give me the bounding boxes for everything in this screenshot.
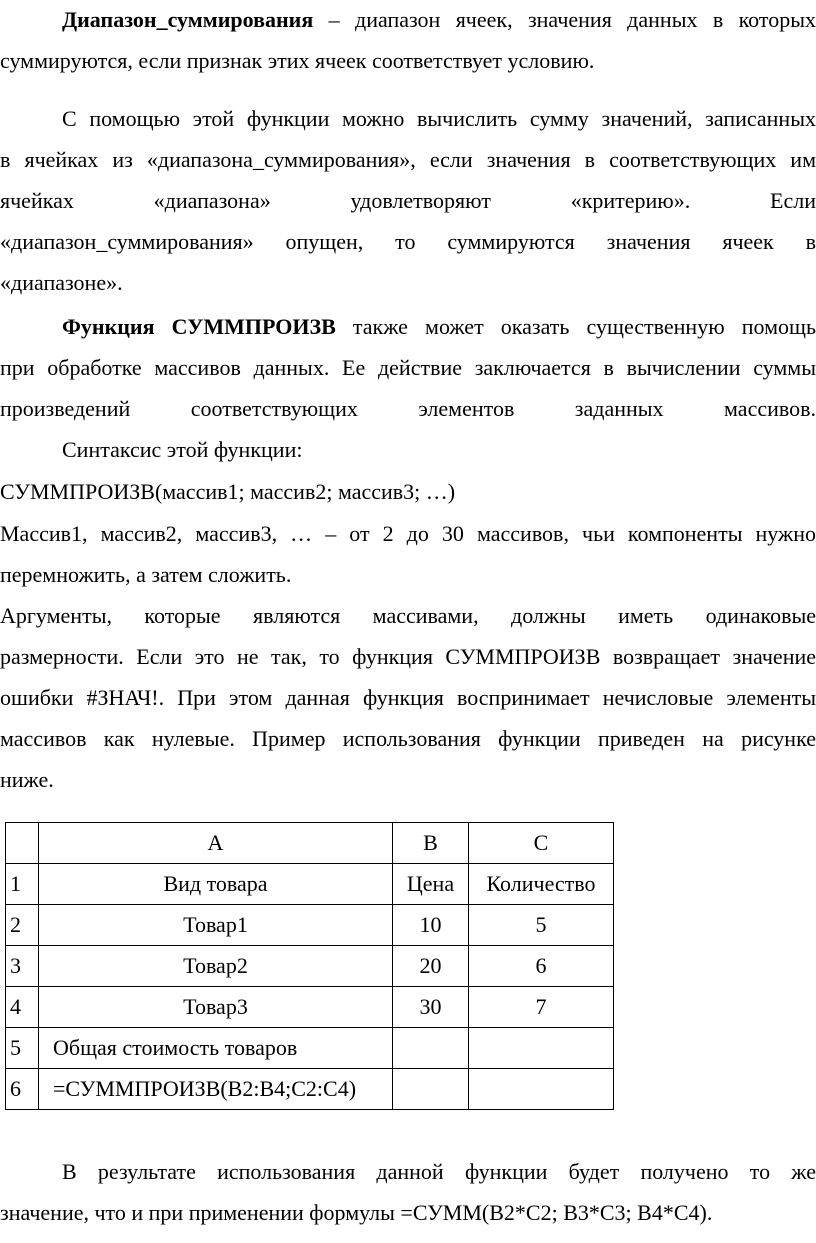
para2-line5: «диапазоне». [0,270,123,295]
column-header-b: B [393,823,469,864]
syntax-heading: Синтаксис этой функции: [62,437,303,462]
para3-line7: перемножить, а затем сложить. [0,562,292,587]
table-cell: Товар1 [39,905,393,946]
para4-line4: массивов как нулевые. Пример использования функции приведен на рисунке [0,726,816,751]
row-number: 6 [6,1069,39,1110]
para2-line4: «диапазон_суммирования» опущен, то суммируются значения ячеек в [0,229,816,254]
para1-line1: Диапазон_суммирования – диапазон ячеек, значения данных в которых [62,7,816,32]
para4-line1: Аргументы, которые являются массивами, должны иметь одинаковые [0,603,816,628]
para5-line2: значение, что и при применении формулы =СУММ(B2*C2; B3*C3; B4*C4). [0,1200,713,1225]
para5-line1: В результате использования данной функции будет получено то же [62,1159,816,1184]
table-cell: 6 [469,946,614,987]
table-row [6,946,614,987]
term-sum-range: Диапазон_суммирования [62,7,314,32]
table-header-row [6,823,614,864]
formula-cell: =СУММПРОИЗВ(B2:B4;C2:C4) [39,1069,393,1110]
table-cell: Товар2 [39,946,393,987]
table-cell: Количество [469,864,614,905]
table-cell [6,823,39,864]
table-cell: Цена [393,864,469,905]
table-cell: Товар3 [39,987,393,1028]
table-cell [393,1028,469,1069]
table-row [6,1028,614,1069]
para3-line3: произведений соответствующих элементов заданных массивов. [0,396,816,421]
table-cell: 20 [393,946,469,987]
table-row [6,905,614,946]
table-cell: 30 [393,987,469,1028]
table-cell: 5 [469,905,614,946]
para2-line1: С помощью этой функции можно вычислить сумму значений, записанных [62,106,816,131]
table-cell [393,1069,469,1110]
table-row [6,987,614,1028]
para4-line3: ошибки #ЗНАЧ!. При этом данная функция воспринимает нечисловые элементы [0,685,816,710]
para3-line1: Функция СУММПРОИЗВ также может оказать существенную помощь [62,314,816,339]
table-cell [469,1069,614,1110]
column-header-c: C [469,823,614,864]
table-cell [469,1028,614,1069]
para3-line2: при обработке массивов данных. Ее действие заключается в вычислении суммы [0,355,816,380]
example-table [5,822,614,1110]
para4-line2: размерности. Если это не так, то функция СУММПРОИЗВ возвращает значение [0,644,816,669]
syntax-formula: СУММПРОИЗВ(массив1; массив2; массив3; …) [0,479,456,504]
table-row [6,1069,614,1110]
row-number: 4 [6,987,39,1028]
table-cell: Вид товара [39,864,393,905]
row-number: 5 [6,1028,39,1069]
row-number: 1 [6,864,39,905]
para2-line2: в ячейках из «диапазона_суммирования», если значения в соответствующих им [0,147,816,172]
para3-line6: Массив1, массив2, массив3, … – от 2 до 30 массивов, чьи компоненты нужно [0,521,816,546]
column-header-a: A [39,823,393,864]
row-number: 2 [6,905,39,946]
table-cell: Общая стоимость товаров [39,1028,393,1069]
para1-line2: суммируются, если признак этих ячеек соответствует условию. [0,48,595,73]
term-sumproduct: Функция СУММПРОИЗВ [62,314,336,339]
table-cell: 10 [393,905,469,946]
para2-line3: ячейках «диапазона» удовлетворяют «критерию». Если [0,188,816,213]
table-row [6,864,614,905]
row-number: 3 [6,946,39,987]
para4-line5: ниже. [0,767,54,792]
table-cell: 7 [469,987,614,1028]
